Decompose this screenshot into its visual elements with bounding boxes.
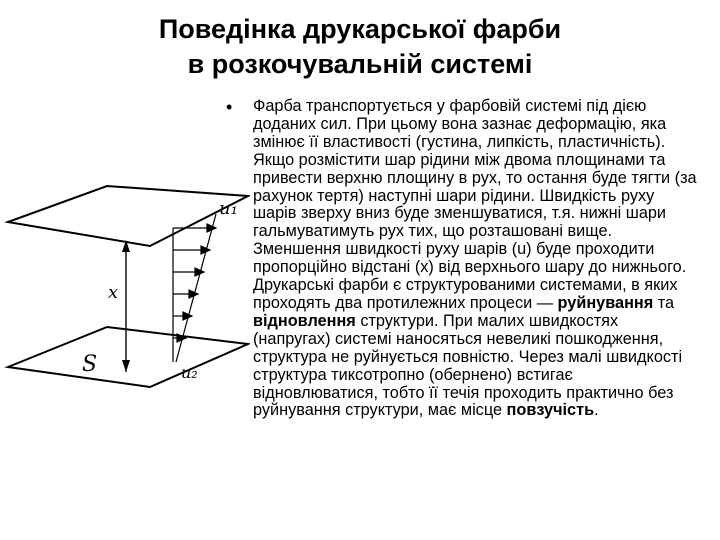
label-s: S — [82, 352, 98, 377]
velocity-layers-diagram — [0, 160, 250, 400]
title-line-1: Поведінка друкарської фарби — [158, 14, 562, 44]
velocity-arrows — [173, 224, 216, 342]
label-u2: u₂ — [181, 363, 198, 382]
upper-plate — [8, 186, 248, 246]
title-line-2: в розкочувальній системі — [187, 49, 533, 79]
paragraph-1: Фарба транспортується у фарбовій системі під дією доданих сил. При цьому вона зазнає деформацію, яка змінює її властивості (густина, липкість, пластичність). — [253, 97, 667, 151]
paragraph-3 — [253, 277, 698, 420]
term-creep: повзучість — [506, 401, 595, 420]
paragraph-2: Якщо розмістити шар рідини між двома площинами та привести верхню площину в рух, то остання буде тягти (за рахунок тертя) наступні шари рідини. Швидкість руху шарів зверху вниз буде зменшуватися, т.я. нижні шари гальмуватимуть рух тих, що розташовані вище. Зменшення швидкості руху шарів (u) буде проходити пропорційно відстані (х) від верхнього шару до нижнього. — [253, 150, 697, 277]
body-text — [253, 98, 698, 420]
term-destruction: руйнування — [557, 293, 654, 312]
label-u1: u₁ — [219, 198, 238, 219]
term-recovery: відновлення — [253, 311, 356, 330]
p3-part2: та — [653, 293, 675, 312]
p3-part4: . — [594, 401, 599, 420]
p3-part1: Друкарські фарби є структурованими системами, в яких проходять два протилежних процеси — — [253, 276, 678, 312]
lower-plate — [8, 327, 248, 387]
slide-title — [0, 12, 720, 82]
label-x: x — [108, 282, 119, 303]
bullet-marker: • — [226, 97, 233, 117]
p3-part3: структури. При малих швидкостях (напругах) системі наносяться невеликі пошкодження, структура не руйнується повністю. Через малі швидкості структура тиксотропно (обернено) встигає відновлюватися, тобто її течія проходить практично без руйнування структури, має місце — [253, 311, 683, 420]
x-arrow-down — [122, 360, 130, 372]
